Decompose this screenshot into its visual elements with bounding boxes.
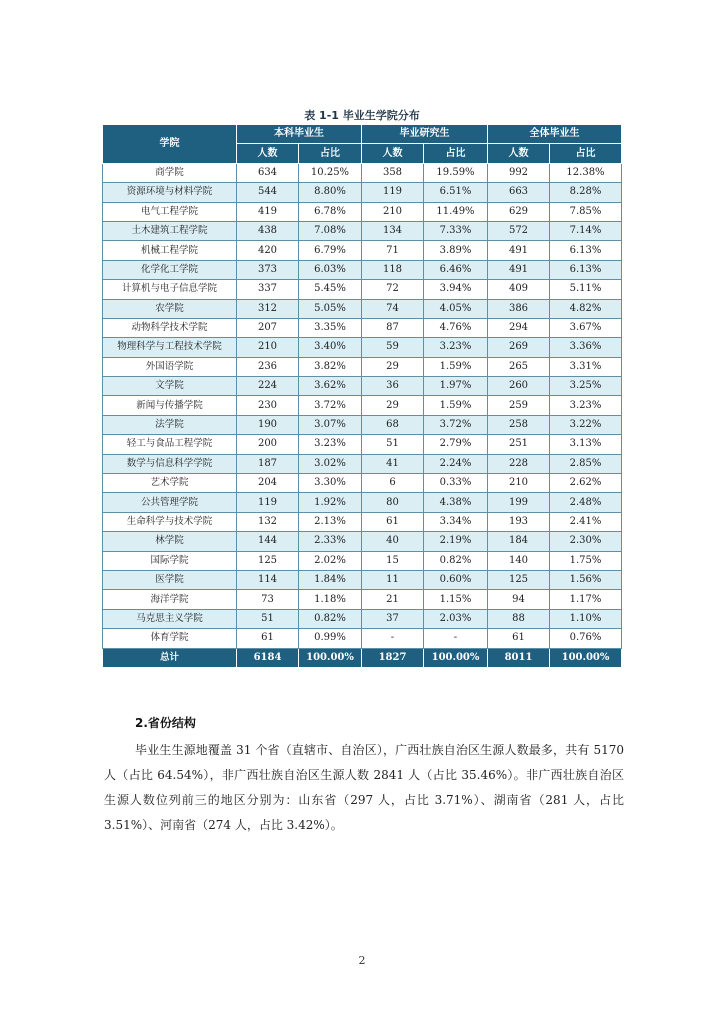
total-cell: 100.00% — [424, 648, 488, 667]
value-cell: 210 — [488, 474, 550, 493]
value-cell: 210 — [237, 338, 299, 357]
value-cell: 230 — [237, 396, 299, 415]
value-cell: 11 — [362, 570, 424, 589]
value-cell: 61 — [237, 629, 299, 648]
college-name-cell: 体育学院 — [103, 629, 237, 648]
value-cell: 41 — [362, 454, 424, 473]
value-cell: 5.11% — [550, 280, 622, 299]
header-sub-count: 人数 — [237, 144, 299, 163]
value-cell: 1.10% — [550, 609, 622, 628]
value-cell: 118 — [362, 260, 424, 279]
value-cell: 6.46% — [424, 260, 488, 279]
value-cell: 3.82% — [299, 357, 362, 376]
header-group-undergrad: 本科毕业生 — [237, 125, 362, 144]
value-cell: 6.13% — [550, 241, 622, 260]
value-cell: 0.60% — [424, 570, 488, 589]
value-cell: 114 — [237, 570, 299, 589]
value-cell: 3.31% — [550, 357, 622, 376]
table-row — [103, 280, 622, 299]
value-cell: 6.79% — [299, 241, 362, 260]
value-cell: 7.85% — [550, 202, 622, 221]
value-cell: 634 — [237, 163, 299, 182]
header-sub-ratio: 占比 — [299, 144, 362, 163]
value-cell: 3.02% — [299, 454, 362, 473]
value-cell: 51 — [237, 609, 299, 628]
value-cell: 0.82% — [299, 609, 362, 628]
value-cell: - — [424, 629, 488, 648]
value-cell: 3.34% — [424, 512, 488, 531]
value-cell: 88 — [488, 609, 550, 628]
value-cell: 51 — [362, 435, 424, 454]
value-cell: 3.13% — [550, 435, 622, 454]
value-cell: 3.72% — [299, 396, 362, 415]
value-cell: 132 — [237, 512, 299, 531]
college-name-cell: 电气工程学院 — [103, 202, 237, 221]
value-cell: 4.05% — [424, 299, 488, 318]
table-row — [103, 570, 622, 589]
value-cell: 3.35% — [299, 318, 362, 337]
value-cell: 3.07% — [299, 415, 362, 434]
value-cell: 2.41% — [550, 512, 622, 531]
value-cell: 3.40% — [299, 338, 362, 357]
value-cell: 2.02% — [299, 551, 362, 570]
value-cell: 491 — [488, 241, 550, 260]
graduate-college-table — [102, 124, 622, 668]
value-cell: 36 — [362, 377, 424, 396]
header-college: 学院 — [103, 125, 237, 164]
value-cell: 94 — [488, 590, 550, 609]
table-row — [103, 532, 622, 551]
college-name-cell: 艺术学院 — [103, 474, 237, 493]
table-total-row — [103, 648, 622, 667]
value-cell: 2.24% — [424, 454, 488, 473]
value-cell: 125 — [237, 551, 299, 570]
value-cell: 193 — [488, 512, 550, 531]
value-cell: 71 — [362, 241, 424, 260]
value-cell: 312 — [237, 299, 299, 318]
value-cell: 358 — [362, 163, 424, 182]
value-cell: 29 — [362, 357, 424, 376]
value-cell: 373 — [237, 260, 299, 279]
value-cell: 0.76% — [550, 629, 622, 648]
table-row — [103, 241, 622, 260]
table-row — [103, 454, 622, 473]
total-cell: 6184 — [237, 648, 299, 667]
value-cell: 140 — [488, 551, 550, 570]
value-cell: 224 — [237, 377, 299, 396]
value-cell: 386 — [488, 299, 550, 318]
college-name-cell: 医学院 — [103, 570, 237, 589]
value-cell: 419 — [237, 202, 299, 221]
value-cell: 294 — [488, 318, 550, 337]
value-cell: 491 — [488, 260, 550, 279]
value-cell: 544 — [237, 183, 299, 202]
college-name-cell: 化学化工学院 — [103, 260, 237, 279]
value-cell: 2.30% — [550, 532, 622, 551]
value-cell: 1.17% — [550, 590, 622, 609]
value-cell: 6.51% — [424, 183, 488, 202]
value-cell: 7.08% — [299, 221, 362, 240]
table-row — [103, 435, 622, 454]
value-cell: 3.23% — [424, 338, 488, 357]
college-name-cell: 文学院 — [103, 377, 237, 396]
value-cell: 3.36% — [550, 338, 622, 357]
value-cell: 187 — [237, 454, 299, 473]
value-cell: 236 — [237, 357, 299, 376]
value-cell: 420 — [237, 241, 299, 260]
college-name-cell: 土木建筑工程学院 — [103, 221, 237, 240]
value-cell: 2.85% — [550, 454, 622, 473]
header-group-postgrad: 毕业研究生 — [362, 125, 488, 144]
college-name-cell: 马克思主义学院 — [103, 609, 237, 628]
table-row — [103, 318, 622, 337]
table-row — [103, 299, 622, 318]
college-name-cell: 数学与信息科学学院 — [103, 454, 237, 473]
value-cell: 2.48% — [550, 493, 622, 512]
value-cell: 87 — [362, 318, 424, 337]
college-name-cell: 生命科学与技术学院 — [103, 512, 237, 531]
table-row — [103, 551, 622, 570]
value-cell: 260 — [488, 377, 550, 396]
value-cell: 74 — [362, 299, 424, 318]
value-cell: 265 — [488, 357, 550, 376]
value-cell: - — [362, 629, 424, 648]
value-cell: 269 — [488, 338, 550, 357]
value-cell: 1.18% — [299, 590, 362, 609]
college-name-cell: 外国语学院 — [103, 357, 237, 376]
college-name-cell: 林学院 — [103, 532, 237, 551]
value-cell: 1.59% — [424, 357, 488, 376]
value-cell: 3.72% — [424, 415, 488, 434]
value-cell: 59 — [362, 338, 424, 357]
college-name-cell: 轻工与食品工程学院 — [103, 435, 237, 454]
value-cell: 1.15% — [424, 590, 488, 609]
table-row — [103, 512, 622, 531]
header-sub-count: 人数 — [362, 144, 424, 163]
value-cell: 5.45% — [299, 280, 362, 299]
page-number: 2 — [358, 954, 366, 967]
value-cell: 134 — [362, 221, 424, 240]
value-cell: 251 — [488, 435, 550, 454]
table-row — [103, 629, 622, 648]
value-cell: 125 — [488, 570, 550, 589]
value-cell: 72 — [362, 280, 424, 299]
value-cell: 144 — [237, 532, 299, 551]
total-cell: 8011 — [488, 648, 550, 667]
value-cell: 61 — [488, 629, 550, 648]
total-cell: 100.00% — [299, 648, 362, 667]
table-row — [103, 163, 622, 182]
value-cell: 2.62% — [550, 474, 622, 493]
value-cell: 61 — [362, 512, 424, 531]
value-cell: 210 — [362, 202, 424, 221]
section-paragraph: 毕业生生源地覆盖 31 个省（直辖市、自治区），广西壮族自治区生源人数最多，共有 5170 人（占比 64.54%），非广西壮族自治区生源人数 2841 人（占比 35.46%）。非广西壮族自治区生源人数位列前三的地区分别为：山东省（297 人，占比 3.71%）、湖南省（281 人，占比 3.51%）、河南省（274 人，占比 3.42%）。 — [104, 743, 624, 832]
value-cell: 6 — [362, 474, 424, 493]
value-cell: 0.82% — [424, 551, 488, 570]
total-cell: 100.00% — [550, 648, 622, 667]
value-cell: 3.25% — [550, 377, 622, 396]
total-label: 总计 — [103, 648, 237, 667]
table-caption: 表 1-1 毕业生学院分布 — [304, 109, 420, 122]
value-cell: 2.33% — [299, 532, 362, 551]
value-cell: 259 — [488, 396, 550, 415]
table-row — [103, 609, 622, 628]
college-name-cell: 公共管理学院 — [103, 493, 237, 512]
value-cell: 1.75% — [550, 551, 622, 570]
college-name-cell: 农学院 — [103, 299, 237, 318]
value-cell: 12.38% — [550, 163, 622, 182]
table-row — [103, 221, 622, 240]
value-cell: 7.33% — [424, 221, 488, 240]
value-cell: 1.97% — [424, 377, 488, 396]
value-cell: 3.30% — [299, 474, 362, 493]
value-cell: 1.56% — [550, 570, 622, 589]
value-cell: 15 — [362, 551, 424, 570]
value-cell: 2.03% — [424, 609, 488, 628]
value-cell: 6.03% — [299, 260, 362, 279]
value-cell: 40 — [362, 532, 424, 551]
value-cell: 992 — [488, 163, 550, 182]
value-cell: 4.82% — [550, 299, 622, 318]
table-row — [103, 377, 622, 396]
college-name-cell: 国际学院 — [103, 551, 237, 570]
value-cell: 1.92% — [299, 493, 362, 512]
college-name-cell: 计算机与电子信息学院 — [103, 280, 237, 299]
header-sub-ratio: 占比 — [550, 144, 622, 163]
value-cell: 184 — [488, 532, 550, 551]
value-cell: 1.59% — [424, 396, 488, 415]
table-row — [103, 202, 622, 221]
college-name-cell: 物理科学与工程技术学院 — [103, 338, 237, 357]
value-cell: 1.84% — [299, 570, 362, 589]
section-title: 2.省份结构 — [135, 716, 196, 730]
value-cell: 572 — [488, 221, 550, 240]
value-cell: 6.78% — [299, 202, 362, 221]
college-name-cell: 资源环境与材料学院 — [103, 183, 237, 202]
value-cell: 10.25% — [299, 163, 362, 182]
value-cell: 199 — [488, 493, 550, 512]
value-cell: 629 — [488, 202, 550, 221]
college-name-cell: 商学院 — [103, 163, 237, 182]
value-cell: 3.62% — [299, 377, 362, 396]
value-cell: 0.99% — [299, 629, 362, 648]
college-name-cell: 动物科学技术学院 — [103, 318, 237, 337]
value-cell: 190 — [237, 415, 299, 434]
total-cell: 1827 — [362, 648, 424, 667]
table-row — [103, 338, 622, 357]
value-cell: 204 — [237, 474, 299, 493]
value-cell: 2.19% — [424, 532, 488, 551]
college-name-cell: 新闻与传播学院 — [103, 396, 237, 415]
college-name-cell: 法学院 — [103, 415, 237, 434]
value-cell: 438 — [237, 221, 299, 240]
header-group-all: 全体毕业生 — [488, 125, 622, 144]
value-cell: 7.14% — [550, 221, 622, 240]
header-sub-count: 人数 — [488, 144, 550, 163]
college-name-cell: 机械工程学院 — [103, 241, 237, 260]
value-cell: 8.28% — [550, 183, 622, 202]
table-row — [103, 474, 622, 493]
value-cell: 337 — [237, 280, 299, 299]
value-cell: 119 — [362, 183, 424, 202]
table-row — [103, 493, 622, 512]
value-cell: 19.59% — [424, 163, 488, 182]
value-cell: 258 — [488, 415, 550, 434]
value-cell: 200 — [237, 435, 299, 454]
table-row — [103, 396, 622, 415]
value-cell: 409 — [488, 280, 550, 299]
value-cell: 3.94% — [424, 280, 488, 299]
table-row — [103, 183, 622, 202]
value-cell: 8.80% — [299, 183, 362, 202]
value-cell: 4.76% — [424, 318, 488, 337]
value-cell: 119 — [237, 493, 299, 512]
value-cell: 228 — [488, 454, 550, 473]
value-cell: 5.05% — [299, 299, 362, 318]
table-row — [103, 590, 622, 609]
value-cell: 3.67% — [550, 318, 622, 337]
value-cell: 4.38% — [424, 493, 488, 512]
value-cell: 68 — [362, 415, 424, 434]
value-cell: 80 — [362, 493, 424, 512]
value-cell: 37 — [362, 609, 424, 628]
value-cell: 3.23% — [550, 396, 622, 415]
value-cell: 6.13% — [550, 260, 622, 279]
value-cell: 0.33% — [424, 474, 488, 493]
value-cell: 207 — [237, 318, 299, 337]
value-cell: 2.13% — [299, 512, 362, 531]
value-cell: 3.22% — [550, 415, 622, 434]
value-cell: 2.79% — [424, 435, 488, 454]
value-cell: 3.89% — [424, 241, 488, 260]
value-cell: 663 — [488, 183, 550, 202]
value-cell: 21 — [362, 590, 424, 609]
value-cell: 29 — [362, 396, 424, 415]
value-cell: 3.23% — [299, 435, 362, 454]
header-sub-ratio: 占比 — [424, 144, 488, 163]
table-row — [103, 357, 622, 376]
table-row — [103, 260, 622, 279]
college-name-cell: 海洋学院 — [103, 590, 237, 609]
table-row — [103, 415, 622, 434]
value-cell: 11.49% — [424, 202, 488, 221]
value-cell: 73 — [237, 590, 299, 609]
